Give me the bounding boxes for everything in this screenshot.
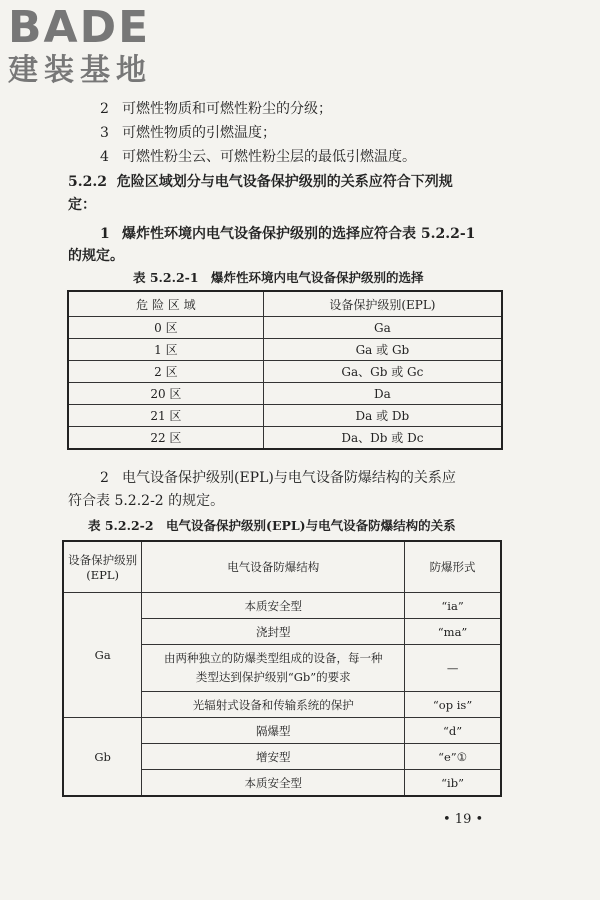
- item-2-cont: 符合表 5.2.2-2 的规定。: [68, 493, 225, 509]
- level-cell: Ga: [63, 593, 142, 718]
- table-epl-selection: [67, 290, 503, 450]
- table-header-row: [63, 541, 501, 593]
- table-row: Gb 隔爆型 “d”: [63, 718, 501, 744]
- table-header-cell: 防爆形式: [405, 541, 501, 593]
- table-row: 1 区 Ga 或 Gb: [68, 339, 502, 361]
- table2-caption: 表 5.2.2-2 电气设备保护级别(EPL)与电气设备防爆结构的关系: [88, 518, 456, 533]
- table-row: 2 区 Ga、Gb 或 Gc: [68, 361, 502, 383]
- table-row: 增安型 “e”①: [63, 744, 501, 770]
- section-heading: 5.2.2 危险区域划分与电气设备保护级别的关系应符合下列规: [68, 174, 453, 190]
- table-row: 光辐射式设备和传输系统的保护 “op is”: [63, 692, 501, 718]
- list-item: 2 可燃性物质和可燃性粉尘的分级；: [100, 101, 332, 117]
- list-item: 4 可燃性粉尘云、可燃性粉尘层的最低引燃温度。: [100, 149, 416, 165]
- table-row: 22 区 Da、Db 或 Dc: [68, 427, 502, 450]
- table-row: Ga 本质安全型 “ia”: [63, 593, 501, 619]
- table-row: 本质安全型 “ib”: [63, 770, 501, 797]
- item-1-cont: 的规定。: [68, 248, 124, 264]
- table-row: 浇封型 “ma”: [63, 619, 501, 645]
- section-number: 5.2.2: [68, 174, 107, 190]
- list-item: 3 可燃性物质的引燃温度；: [100, 125, 276, 141]
- logo-subtitle: 建装基地: [8, 53, 152, 88]
- table-row: 21 区 Da 或 Db: [68, 405, 502, 427]
- table-header-cell: 电气设备防爆结构: [142, 541, 405, 593]
- table-header-cell: 危 险 区 域: [68, 291, 263, 317]
- table-row: 20 区 Da: [68, 383, 502, 405]
- table-header-row: [68, 291, 502, 317]
- section-heading-cont: 定：: [68, 197, 96, 213]
- item-2: 2 电气设备保护级别(EPL)与电气设备防爆结构的关系应: [100, 470, 456, 486]
- logo-brand: BADE: [8, 2, 151, 53]
- item-1: 1 爆炸性环境内电气设备保护级别的选择应符合表 5.2.2-1: [100, 226, 476, 242]
- table-header-cell: 设备保护级别(EPL): [263, 291, 502, 317]
- table-row: 由两种独立的防爆类型组成的设备，每一种 类型达到保护级别“Gb”的要求 —: [63, 645, 501, 692]
- table-epl-structure: [62, 540, 502, 797]
- table-header-cell: 设备保护级别 (EPL): [63, 541, 142, 593]
- table1-caption: 表 5.2.2-1 爆炸性环境内电气设备保护级别的选择: [133, 270, 424, 285]
- page-number: • 19 •: [443, 812, 484, 827]
- brand-logo: [8, 4, 152, 88]
- table-row: 0 区 Ga: [68, 317, 502, 339]
- level-cell: Gb: [63, 718, 142, 797]
